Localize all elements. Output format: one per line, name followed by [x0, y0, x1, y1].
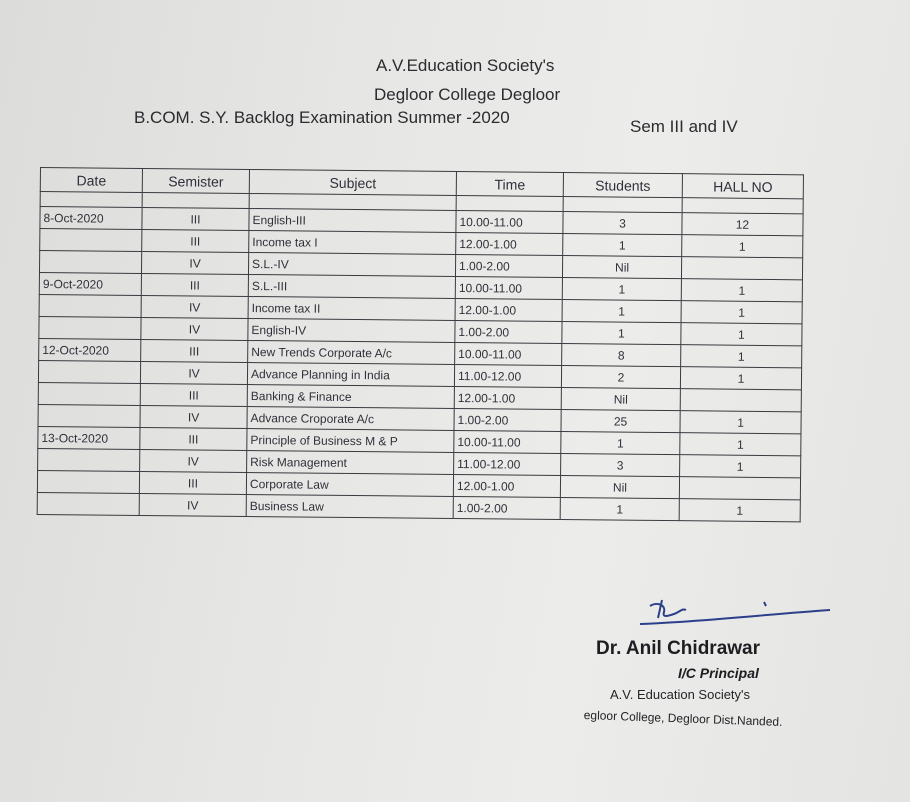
header-exam-title: B.COM. S.Y. Backlog Examination Summer -2020 [134, 108, 510, 127]
row-date: 8-Oct-2020 [40, 207, 142, 230]
row-semister: III [140, 427, 247, 450]
row-time: 10.00-11.00 [454, 430, 561, 453]
row-date [37, 492, 139, 515]
row-time: 10.00-11.00 [455, 342, 562, 365]
row-subject: S.L.-IV [248, 253, 455, 277]
row-students: 2 [561, 366, 680, 389]
header-semester: Sem III and IV [630, 117, 738, 136]
row-students: 1 [560, 498, 679, 521]
row-hall-no [681, 257, 802, 280]
header-society: A.V.Education Society's [376, 56, 555, 75]
row-semister: III [141, 339, 248, 362]
row-hall-no [680, 389, 801, 412]
row-students: 1 [562, 322, 681, 345]
row-semister: IV [141, 317, 248, 340]
row-students: 25 [561, 410, 680, 433]
row-subject: Risk Management [247, 450, 454, 474]
row-semister: IV [140, 405, 247, 428]
row-time: 12.00-1.00 [455, 298, 562, 321]
row-date: 12-Oct-2020 [39, 338, 141, 361]
row-semister: III [142, 207, 249, 230]
row-subject: Principle of Business M & P [247, 428, 454, 452]
row-time: 11.00-12.00 [454, 452, 561, 475]
row-subject: Income tax I [249, 231, 456, 255]
row-date [39, 294, 141, 317]
row-hall-no [679, 477, 800, 500]
row-hall-no: 1 [680, 433, 801, 456]
row-semister: IV [141, 295, 248, 318]
row-hall-no: 12 [682, 213, 803, 236]
row-subject: S.L.-III [248, 275, 455, 299]
row-subject: English-III [249, 209, 456, 233]
row-time: 11.00-12.00 [454, 364, 561, 387]
row-hall-no: 1 [679, 499, 800, 522]
row-semister: III [139, 471, 246, 494]
row-hall-no: 1 [680, 455, 801, 478]
row-date [38, 404, 140, 427]
row-semister: IV [141, 251, 248, 274]
row-date [38, 382, 140, 405]
row-students: 3 [561, 454, 680, 477]
row-date [37, 470, 139, 493]
row-subject: Business Law [246, 494, 453, 518]
row-time: 12.00-1.00 [456, 232, 563, 255]
row-date [38, 360, 140, 383]
row-hall-no: 1 [681, 323, 802, 346]
spacer-cell [682, 198, 803, 214]
row-students: 1 [563, 234, 682, 257]
row-time: 10.00-11.00 [456, 210, 563, 233]
row-hall-no: 1 [681, 345, 802, 368]
row-students: 3 [563, 212, 682, 235]
row-date [39, 316, 141, 339]
row-hall-no: 1 [681, 301, 802, 324]
row-time: 12.00-1.00 [453, 474, 560, 497]
col-date: Date [40, 168, 142, 193]
row-subject: Corporate Law [246, 472, 453, 496]
row-subject: Income tax II [248, 297, 455, 321]
spacer-cell [142, 192, 249, 208]
row-semister: IV [139, 493, 246, 516]
row-students: Nil [562, 256, 681, 279]
row-semister: III [140, 383, 247, 406]
row-students: Nil [560, 476, 679, 499]
spacer-cell [40, 192, 142, 208]
col-semister: Semister [142, 168, 249, 193]
header-college: Degloor College Degloor [374, 85, 561, 104]
row-students: 1 [561, 432, 680, 455]
row-subject: New Trends Corporate A/c [248, 341, 455, 365]
signatory-society: A.V. Education Society's [610, 687, 751, 702]
row-date: 9-Oct-2020 [39, 272, 141, 295]
row-students: 1 [562, 278, 681, 301]
signatory-title: I/C Principal [678, 665, 759, 681]
row-time: 10.00-11.00 [455, 276, 562, 299]
spacer-cell [563, 197, 682, 213]
row-subject: Banking & Finance [247, 385, 454, 409]
row-subject: English-IV [248, 319, 455, 343]
row-date [38, 448, 140, 471]
signatory-name: Dr. Anil Chidrawar [596, 638, 760, 659]
row-semister: III [142, 229, 249, 252]
row-time: 1.00-2.00 [454, 408, 561, 431]
row-date: 13-Oct-2020 [38, 426, 140, 449]
row-semister: IV [140, 449, 247, 472]
row-hall-no: 1 [680, 411, 801, 434]
row-subject: Advance Croporate A/c [247, 407, 454, 431]
row-subject: Advance Planning in India [247, 363, 454, 387]
col-hall-no: HALL NO [682, 174, 803, 199]
row-students: 8 [562, 344, 681, 367]
col-time: Time [456, 171, 563, 196]
row-hall-no: 1 [681, 279, 802, 302]
row-date [39, 251, 141, 274]
row-time: 1.00-2.00 [453, 496, 560, 519]
row-time: 1.00-2.00 [455, 320, 562, 343]
row-time: 12.00-1.00 [454, 386, 561, 409]
row-students: Nil [561, 388, 680, 411]
row-time: 1.00-2.00 [455, 254, 562, 277]
row-students: 1 [562, 300, 681, 323]
row-hall-no: 1 [682, 235, 803, 258]
signatory-college: egloor College, Degloor Dist.Nanded. [583, 708, 783, 729]
exam-schedule-table [37, 167, 804, 522]
row-semister: III [141, 273, 248, 296]
row-hall-no: 1 [680, 367, 801, 390]
row-semister: IV [140, 361, 247, 384]
signature-scribble [620, 592, 850, 642]
col-subject: Subject [249, 170, 456, 196]
row-date [40, 229, 142, 252]
col-students: Students [563, 173, 682, 198]
spacer-cell [456, 195, 563, 211]
